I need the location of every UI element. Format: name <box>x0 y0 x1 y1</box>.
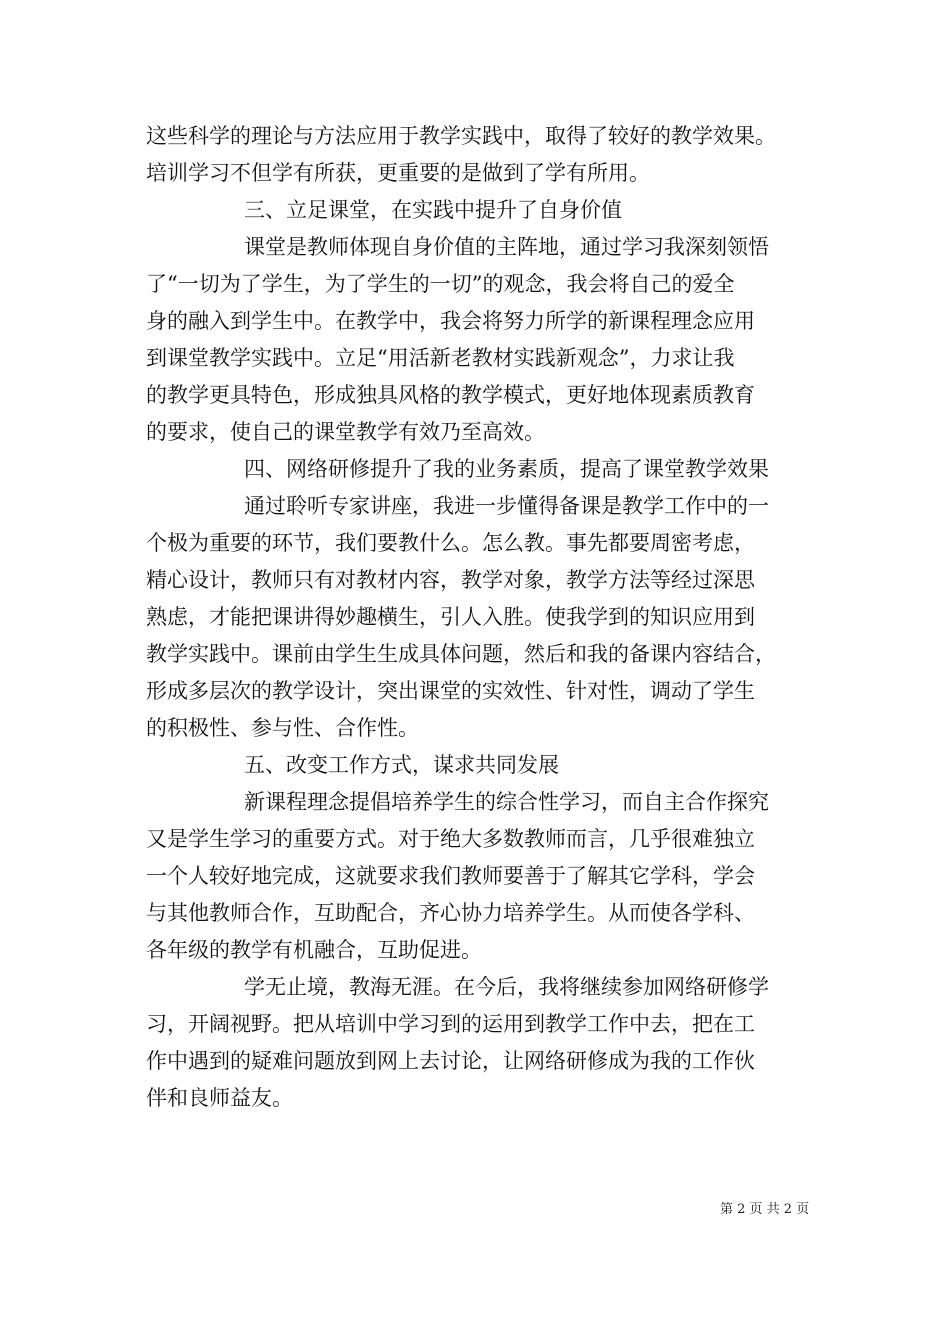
section-heading: 三、立足课堂，在实践中提升了自身价值 <box>244 198 622 222</box>
text-line: 与其他教师合作，互助配合，齐心协力培养学生。从而使各学科、 <box>146 901 755 925</box>
text-line: 伴和良师益友。 <box>146 1086 293 1110</box>
section-heading: 五、改变工作方式，谋求共同发展 <box>244 753 559 777</box>
text-line: 这些科学的理论与方法应用于教学实践中，取得了较好的教学效果。 <box>146 124 776 148</box>
text-line: 又是学生学习的重要方式。对于绝大多数教师而言，几乎很难独立 <box>146 827 755 851</box>
text-line: 通过聆听专家讲座，我进一步懂得备课是教学工作中的一 <box>244 494 769 518</box>
text-line: 个极为重要的环节，我们要教什么。怎么教。事先都要周密考虑， <box>146 531 755 555</box>
section-heading: 四、网络研修提升了我的业务素质，提高了课堂教学效果 <box>244 457 769 481</box>
text-line: 习，开阔视野。把从培训中学习到的运用到教学工作中去，把在工 <box>146 1012 755 1036</box>
text-line: 教学实践中。课前由学生生成具体问题，然后和我的备课内容结合， <box>146 642 776 666</box>
text-line: 形成多层次的教学设计，突出课堂的实效性、针对性，调动了学生 <box>146 679 755 703</box>
text-line: 各年级的教学有机融合，互助促进。 <box>146 938 482 962</box>
text-line: 身的融入到学生中。在教学中，我会将努力所学的新课程理念应用 <box>146 309 755 333</box>
text-line: 一个人较好地完成，这就要求我们教师要善于了解其它学科，学会 <box>146 864 755 888</box>
text-line: 新课程理念提倡培养学生的综合性学习，而自主合作探究 <box>244 790 769 814</box>
text-line: 的要求，使自己的课堂教学有效乃至高效。 <box>146 420 545 444</box>
text-line: 学无止境，教海无涯。在今后，我将继续参加网络研修学 <box>244 975 769 999</box>
text-line: 了“一切为了学生，为了学生的一切”的观念，我会将自己的爱全 <box>146 272 735 296</box>
document-body <box>146 118 826 1117</box>
page-number: 第 2 页 共 2 页 <box>720 1202 810 1217</box>
text-line: 的积极性、参与性、合作性。 <box>146 716 419 740</box>
text-line: 的教学更具特色，形成独具风格的教学模式，更好地体现素质教育 <box>146 383 755 407</box>
text-line: 到课堂教学实践中。立足“用活新老教材实践新观念”，力求让我 <box>146 346 735 370</box>
text-line: 课堂是教师体现自身价值的主阵地，通过学习我深刻领悟 <box>244 235 769 259</box>
text-line: 精心设计，教师只有对教材内容，教学对象，教学方法等经过深思 <box>146 568 755 592</box>
text-line: 培训学习不但学有所获，更重要的是做到了学有所用。 <box>146 161 650 185</box>
text-line: 作中遇到的疑难问题放到网上去讨论，让网络研修成为我的工作伙 <box>146 1049 755 1073</box>
text-line: 熟虑，才能把课讲得妙趣横生，引人入胜。使我学到的知识应用到 <box>146 605 755 629</box>
